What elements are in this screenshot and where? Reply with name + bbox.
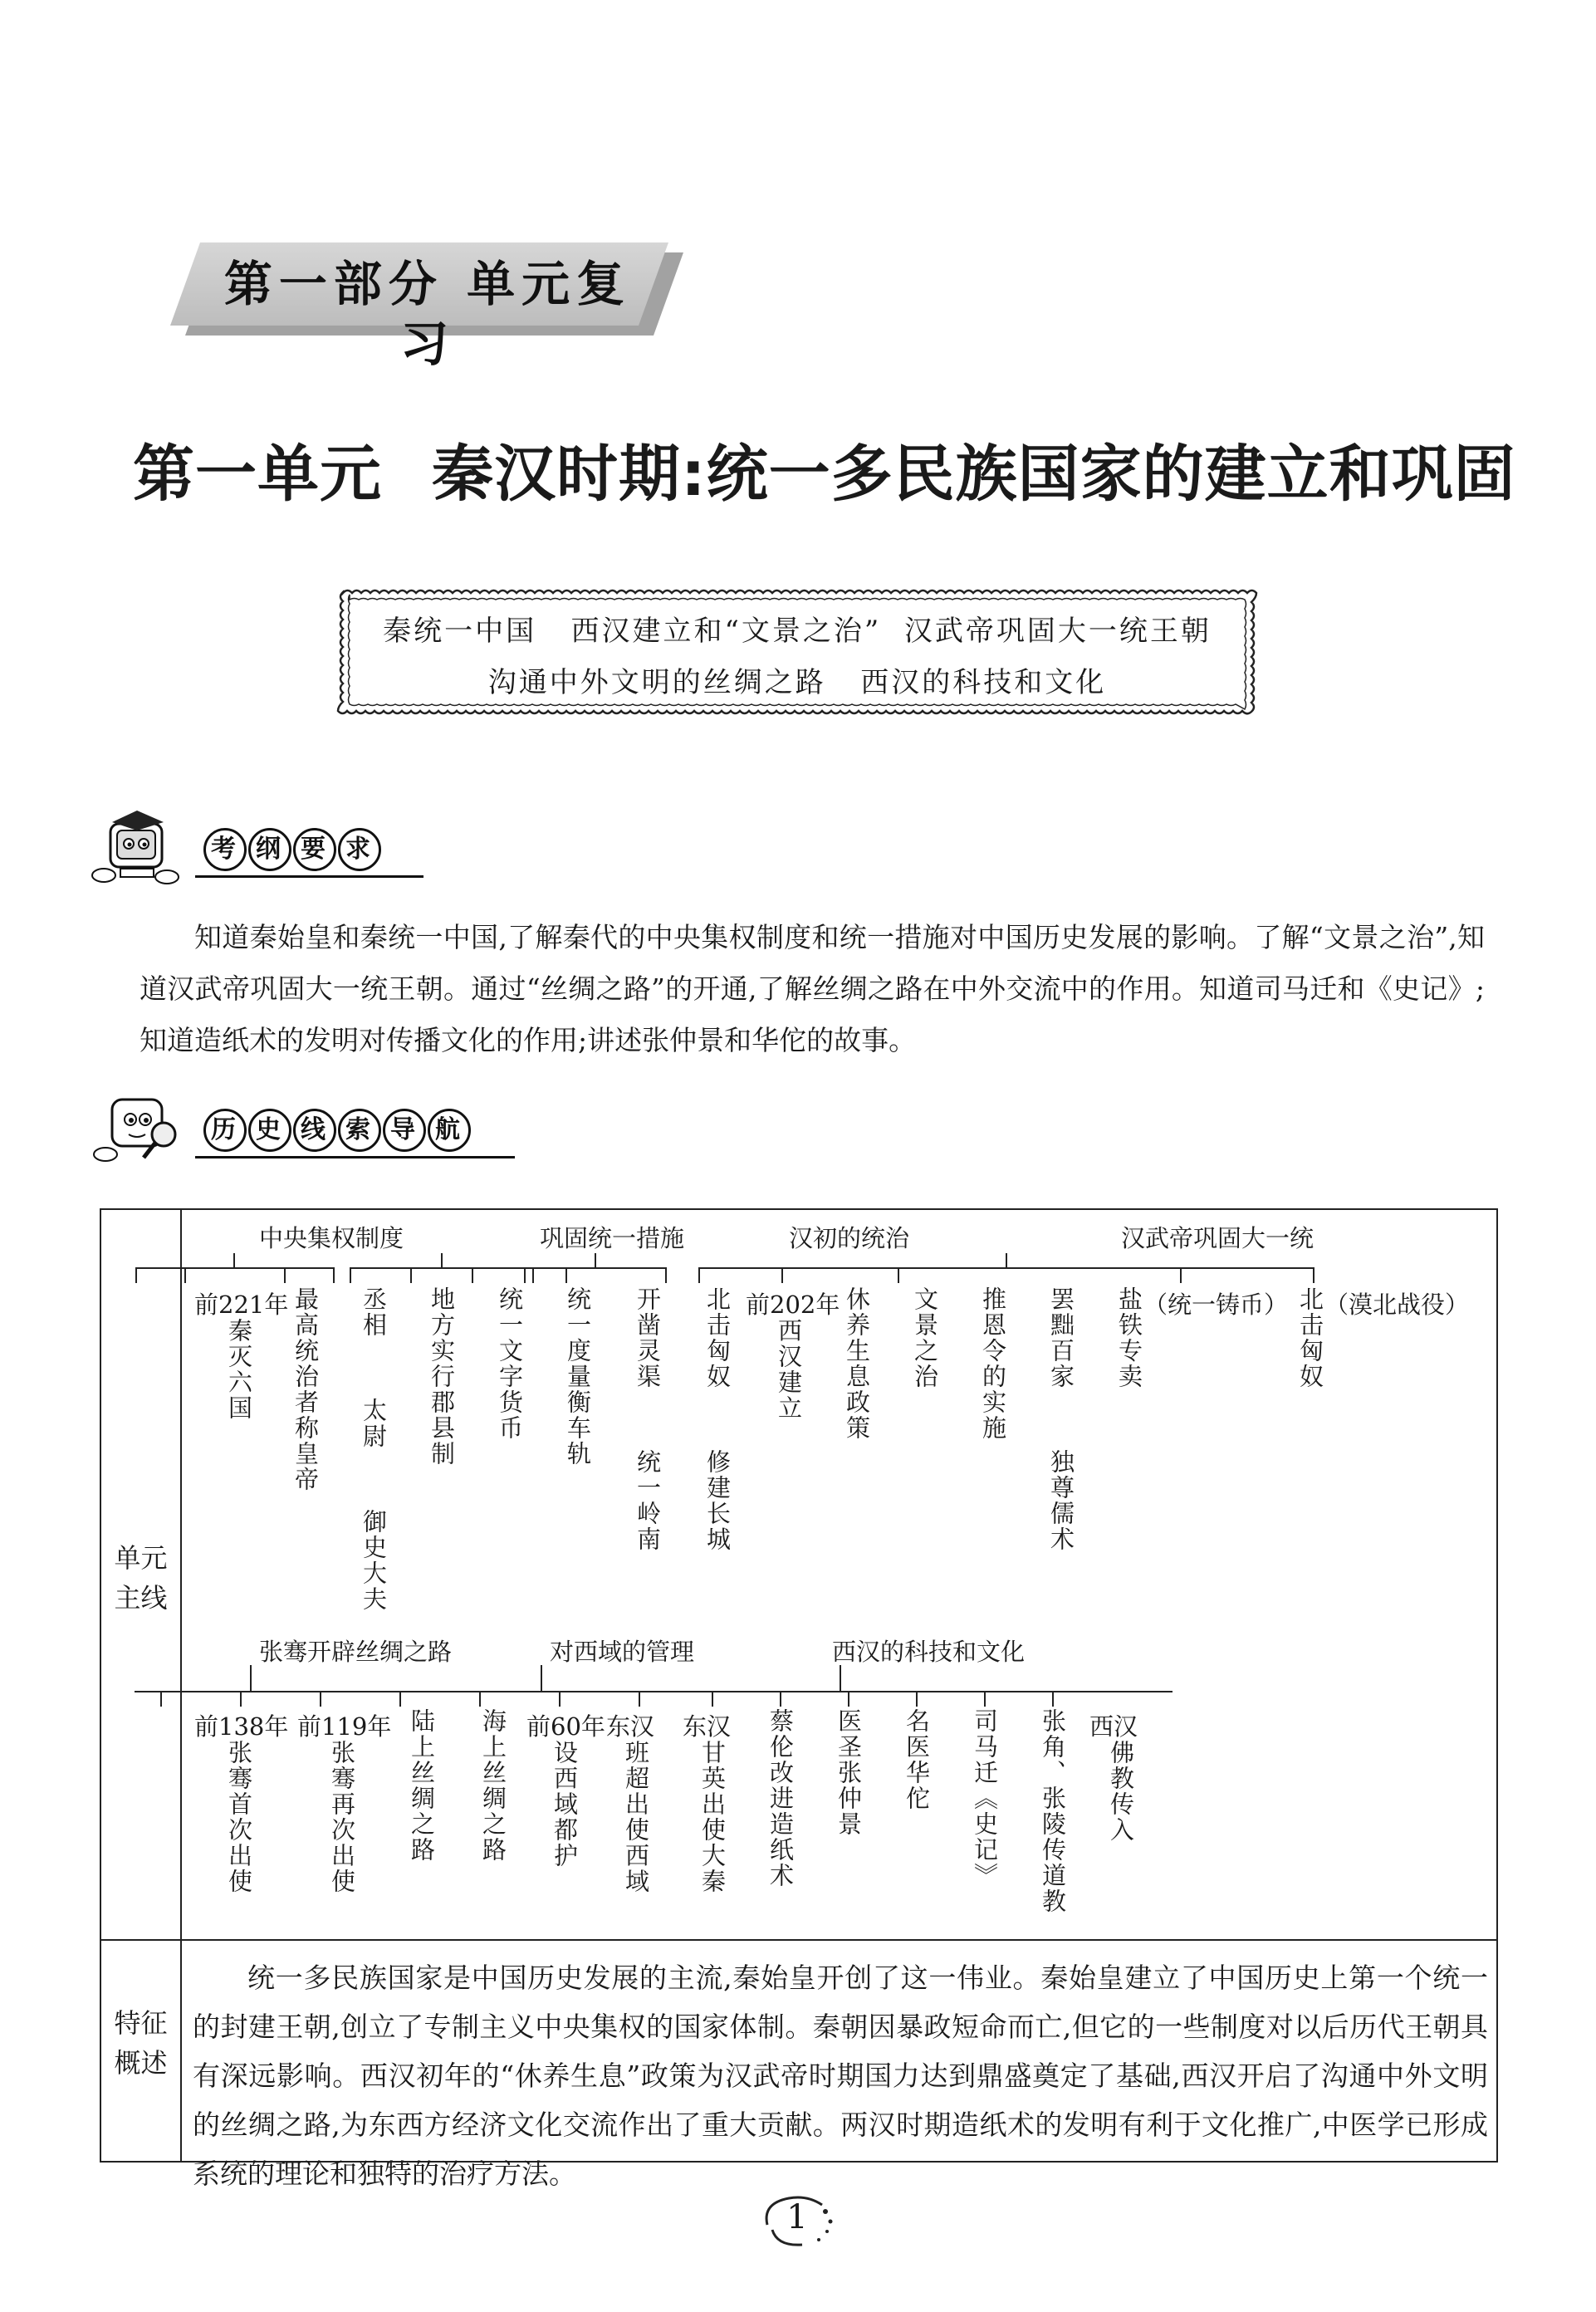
heading-char: 求 [338, 828, 381, 871]
group-heading: 对西域的管理 [550, 1638, 695, 1666]
timeline-item: 司马迁《史记》 [971, 1708, 999, 1888]
timeline-item: 盐铁专卖 [1115, 1286, 1143, 1389]
group-heading: 西汉的科技和文化 [832, 1638, 1026, 1666]
year-label: 西汉 [1089, 1712, 1138, 1741]
heading-char: 考 [203, 828, 247, 871]
timeline-item: 北击匈奴 [1296, 1286, 1324, 1389]
annotation: （统一铸币） [1143, 1291, 1289, 1319]
heading-char: 导 [383, 1109, 426, 1152]
timeline-item: 甘英出使大秦 [698, 1740, 727, 1894]
page-number [756, 2188, 839, 2255]
timeline-item: 医圣张仲景 [835, 1708, 863, 1837]
heading-char: 史 [248, 1109, 291, 1152]
timeline-item: 佛教传入 [1107, 1740, 1135, 1843]
heading-char: 索 [338, 1109, 381, 1152]
heading-char: 线 [293, 1109, 336, 1152]
requirements-paragraph: 知道秦始皇和秦统一中国,了解秦代的中央集权制度和统一措施对中国历史发展的影响。了解“文景之治”,知道汉武帝巩固大一统王朝。通过“丝绸之路”的开通,了解丝绸之路在中外交流中的作用。知道司马迁和《史记》;知道造纸术的发明对传播文化的作用;讲述张仲景和华佗的故事。 [140, 921, 1485, 1056]
topics-line-2: 沟通中外文明的丝绸之路 西汉的科技和文化 [487, 666, 1107, 699]
unit-number: 第一单元 [133, 438, 382, 510]
timeline-item: 北击匈奴 修建长城 [703, 1286, 732, 1552]
timeline-item: 丞相 太尉 御史大夫 [360, 1286, 388, 1612]
row-label-overview: 特征 概述 [114, 2007, 168, 2079]
year-label: 东汉 [683, 1712, 732, 1741]
year-label: 前60年 [526, 1712, 605, 1741]
group-heading: 张骞开辟丝绸之路 [259, 1638, 453, 1666]
heading-char: 航 [428, 1109, 471, 1152]
year-label: 前119年 [297, 1712, 392, 1741]
timeline-item: 陆上丝绸之路 [408, 1708, 436, 1863]
section-heading-requirements [87, 807, 436, 890]
year-label: 前202年 [746, 1291, 840, 1319]
group-heading: 巩固统一措施 [540, 1224, 685, 1252]
page-number-value: 1 [786, 2198, 808, 2236]
timeline-item: 蔡伦改进造纸术 [766, 1708, 795, 1888]
magnifier-mascot-icon [87, 1088, 187, 1171]
timeline-item: 罢黜百家 独尊儒术 [1047, 1286, 1075, 1552]
year-label: 前138年 [194, 1712, 289, 1741]
heading-char: 纲 [248, 828, 291, 871]
timeline-item: 文景之治 [911, 1286, 939, 1389]
timeline-item: 统一文字货币 [496, 1286, 524, 1441]
unit-name: 秦汉时期:统一多民族国家的建立和巩固 [432, 438, 1516, 510]
timeline-item: 统一度量衡车轨 [564, 1286, 592, 1467]
timeline-item: 开凿灵渠 统一岭南 [634, 1286, 662, 1552]
banner-title: 第一部分 单元复习 [223, 256, 632, 372]
timeline-item: 张骞再次出使 [328, 1740, 356, 1894]
timeline-item: 设西域都护 [551, 1740, 579, 1869]
timeline-item: 张骞首次出使 [225, 1740, 253, 1894]
timeline-item: 秦灭六国 [225, 1318, 253, 1421]
timeline-item: 班超出使西域 [622, 1740, 650, 1894]
timeline-item: 地方实行郡县制 [428, 1286, 456, 1467]
heading-char: 历 [203, 1109, 247, 1152]
topics-box [336, 586, 1258, 718]
timeline-item: 推恩令的实施 [979, 1286, 1007, 1441]
history-navigation-table [100, 1208, 1498, 2190]
timeline-item: 西汉建立 [775, 1318, 803, 1421]
annotation: （漠北战役） [1324, 1291, 1470, 1319]
timeline-item: 名医华佗 [903, 1708, 931, 1811]
section-heading-navigation [87, 1088, 519, 1171]
timeline-item: 张角、张陵传道教 [1039, 1708, 1067, 1914]
year-label: 前221年 [194, 1291, 289, 1319]
group-heading: 汉初的统治 [789, 1224, 910, 1252]
unit-title [133, 425, 1516, 513]
heading-char: 要 [293, 828, 336, 871]
timeline-item: 海上丝绸之路 [479, 1708, 507, 1863]
timeline-item: 休养生息政策 [843, 1286, 871, 1441]
group-heading: 中央集权制度 [259, 1224, 404, 1252]
section-banner [170, 242, 702, 372]
computer-mascot-icon [87, 807, 187, 890]
overview-paragraph: 统一多民族国家是中国历史发展的主流,秦始皇开创了这一伟业。秦始皇建立了中国历史上第一个统一的封建王朝,创立了专制主义中央集权的国家体制。秦朝因暴政短命而亡,但它的一些制度对以后历代王朝具有深远影响。西汉初年的“休养生息”政策为汉武帝时期国力达到鼎盛奠定了基础,西汉开启了沟通中外文明的丝绸之路,为东西方经济文化交流作出了重大贡献。两汉时期造纸术的发明有利于文化推广,中医学已形成系统的理论和独特的治疗方法。 [193, 1962, 1488, 2190]
group-heading: 汉武帝巩固大一统 [1121, 1224, 1314, 1252]
year-label: 东汉 [606, 1712, 655, 1741]
timeline-item: 最高统治者称皇帝 [291, 1286, 320, 1492]
row-label-main-line: 单元 主线 [114, 1542, 168, 1614]
topics-line-1: 秦统一中国 西汉建立和“文景之治” 汉武帝巩固大一统王朝 [383, 615, 1212, 648]
